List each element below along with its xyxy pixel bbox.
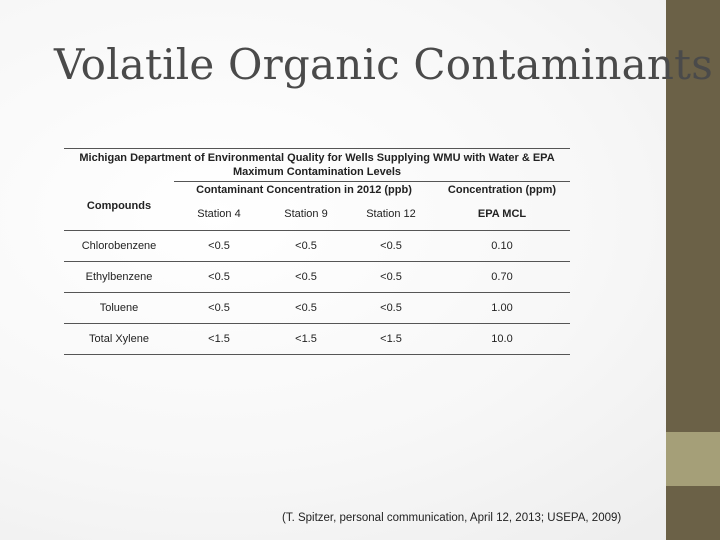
table-caption-line2: Maximum Contamination Levels [232,166,402,178]
table-cell: <0.5 [174,293,264,324]
epa-mcl-header: EPA MCL [434,198,570,231]
compound-name: Chlorobenzene [64,231,174,262]
compound-name: Total Xylene [64,324,174,355]
slide-sidebar-accent [666,432,720,486]
station-header: Station 12 [348,198,434,231]
contaminants-table [64,148,570,355]
table-cell: 10.0 [434,324,570,355]
station-header: Station 4 [174,198,264,231]
table-cell: <0.5 [348,293,434,324]
table-caption [64,149,570,182]
table-caption-line1: Michigan Department of Environmental Quality for Wells Supplying WMU with Water & EPA [79,152,555,164]
group-header-ppb: Contaminant Concentration in 2012 (ppb) [174,182,434,199]
table-cell: 1.00 [434,293,570,324]
table-cell: <0.5 [264,262,348,293]
table-cell: <1.5 [348,324,434,355]
compound-name: Ethylbenzene [64,262,174,293]
group-header-ppm: Concentration (ppm) [434,182,570,199]
table-cell: <0.5 [174,231,264,262]
table-cell: 0.10 [434,231,570,262]
table-cell: <0.5 [264,293,348,324]
table-cell: <0.5 [174,262,264,293]
table-cell: <0.5 [348,262,434,293]
station-header: Station 9 [264,198,348,231]
compound-name: Toluene [64,293,174,324]
table-cell: <0.5 [348,231,434,262]
compounds-header: Compounds [86,199,152,212]
table-cell: <1.5 [264,324,348,355]
table-cell: <0.5 [264,231,348,262]
slide-title: Volatile Organic Contaminants [54,40,713,89]
citation: (T. Spitzer, personal communication, April 12, 2013; USEPA, 2009) [282,512,622,524]
table-cell: 0.70 [434,262,570,293]
table-cell: <1.5 [174,324,264,355]
